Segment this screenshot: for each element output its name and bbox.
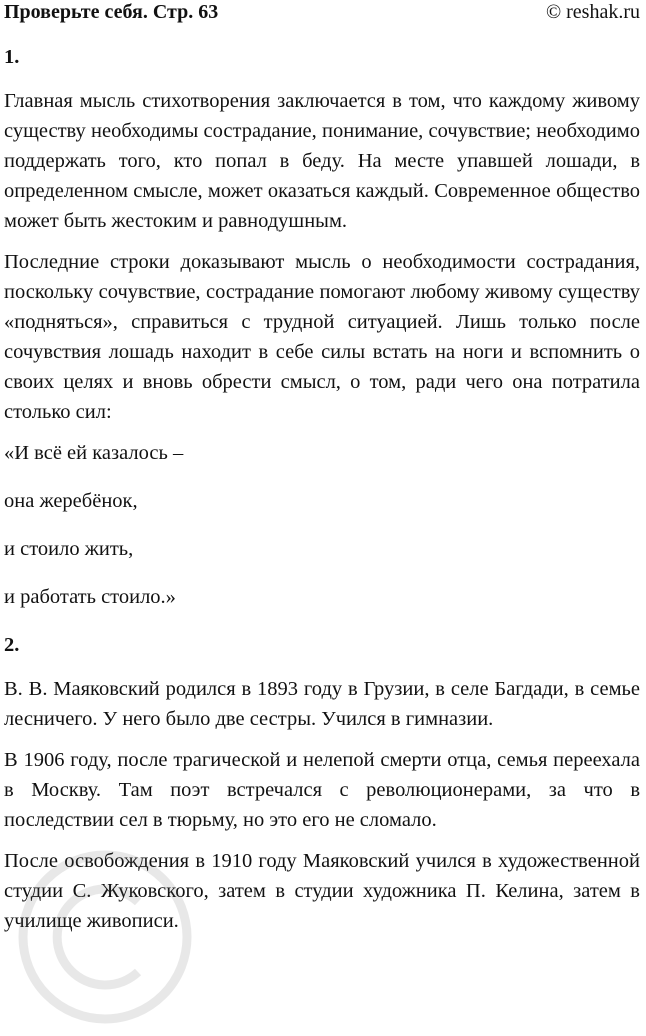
section-1 (4, 42, 640, 612)
page-header (4, 0, 640, 26)
quote-line: она жеребёнок, (4, 490, 138, 512)
page-title: Проверьте себя. Стр. 63 (4, 1, 219, 23)
answer-content (4, 42, 640, 947)
paragraph: В 1906 году, после трагической и нелепой смерти отца, семья переехала в Москву. Там поэт встречался с революционерами, за что в последствии сел в тюрьму, но это его не сломало. (4, 749, 640, 831)
site-copyright: © reshak.ru (545, 1, 640, 23)
section-2 (4, 630, 640, 936)
section-number: 2. (4, 634, 20, 656)
paragraph: В. В. Маяковский родился в 1893 году в Грузии, в селе Багдади, в семье лесничего. У него было две сестры. Учился в гимназии. (4, 678, 640, 730)
paragraph: После освобождения в 1910 году Маяковский учился в художественной студии С. Жуковского, затем в студии художника П. Келина, затем в училище живописи. (4, 850, 640, 932)
section-number: 1. (4, 46, 20, 68)
paragraph: Последние строки доказывают мысль о необходимости сострадания, поскольку сочувствие, сострадание помогают любому живому существу «подняться», справиться с трудной ситуацией. Лишь только после сочувствия лошадь находит в себе силы встать на ноги и вспомнить о своих целях и вновь обрести смысл, о том, ради чего она потратила столько сил: (4, 251, 640, 423)
paragraph: Главная мысль стихотворения заключается в том, что каждому живому существу необходимы сострадание, понимание, сочувствие; необходимо поддержать того, кто попал в беду. На месте упавшей лошади, в определенном смысле, может оказаться каждый. Современное общество может быть жестоким и равнодушным. (4, 90, 640, 232)
quote-line: и работать стоило.» (4, 586, 176, 608)
quote-line: и стоило жить, (4, 538, 134, 560)
quote-line: «И всё ей казалось – (4, 442, 184, 464)
